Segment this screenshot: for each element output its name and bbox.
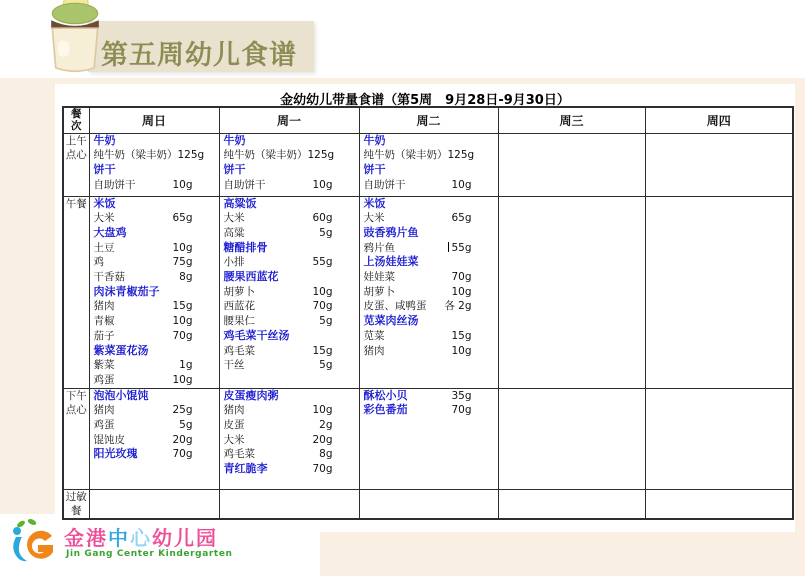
item-line: 茄子 70g: [93, 329, 193, 342]
menu-cell: [359, 133, 498, 196]
item-line: 自助饼干 10g: [93, 178, 193, 191]
item-line: 干丝 5g: [223, 359, 333, 372]
item-line: 鸡 75g: [93, 256, 193, 269]
item-line: 鸡蛋 5g: [93, 419, 193, 432]
item-line: 土豆 10g: [93, 241, 193, 254]
menu-cell: [219, 133, 359, 196]
menu-cell: [645, 196, 793, 388]
item-line: 胡萝卜 10g: [363, 285, 472, 298]
dish-line: 苋菜肉丝汤: [363, 314, 419, 328]
menu-cell: [219, 489, 359, 519]
item-line: 鸦片鱼 55g: [363, 241, 472, 254]
item-line: 大米 20g: [223, 433, 333, 446]
dish-line: 肉沫青椒茄子: [93, 284, 160, 298]
menu-cell: [219, 388, 359, 489]
row-label: 下午 点心: [63, 388, 89, 489]
day-header-5: 周四: [645, 107, 793, 133]
item-line: 腰果仁 5g: [223, 315, 333, 328]
dish-line: 牛奶: [223, 133, 246, 147]
dish-line: 紫菜蛋花汤: [93, 343, 149, 357]
dish-line: 阳光玫瑰 70g: [93, 447, 193, 461]
logo-english-name: Jin Gang Center Kindergarten: [66, 549, 233, 559]
day-header-1: 周日: [89, 107, 219, 133]
item-line: 皮蛋 2g: [223, 419, 333, 432]
item-line: 大米 65g: [363, 212, 472, 225]
item-line: 鸡毛菜 15g: [223, 344, 333, 357]
dish-line: 高粱饭: [223, 196, 257, 210]
dish-line: 米饭: [93, 196, 116, 210]
item-line: 猪肉 10g: [223, 404, 333, 417]
item-line: 西蓝花 70g: [223, 300, 333, 313]
dish-line: 豉香鸦片鱼: [363, 225, 419, 239]
logo-char: 园: [196, 526, 218, 550]
logo-char: 心: [130, 526, 152, 550]
menu-cell: [645, 388, 793, 489]
dish-line: 米饭: [363, 196, 386, 210]
dish-line: 牛奶: [93, 133, 116, 147]
logo-jg-icon: [8, 518, 58, 570]
menu-cell: [498, 489, 645, 519]
dish-line: 饼干: [93, 162, 116, 176]
menu-table: [62, 106, 794, 520]
item-line: 自助饼干 10g: [363, 178, 472, 191]
day-header-2: 周一: [219, 107, 359, 133]
item-line: 猪肉 15g: [93, 300, 193, 313]
item-line: 紫菜 1g: [93, 359, 193, 372]
item-line: 大米 60g: [223, 212, 333, 225]
logo-char: 港: [86, 526, 108, 550]
item-line: 馄饨皮 20g: [93, 433, 193, 446]
logo-char: 中: [108, 526, 130, 550]
item-line: 苋菜 15g: [363, 329, 472, 342]
menu-cell: [89, 489, 219, 519]
dish-line: 皮蛋瘦肉粥: [223, 388, 279, 402]
logo-char: 儿: [174, 526, 196, 550]
item-line: 猪肉 10g: [363, 344, 472, 357]
item-line: 自助饼干 10g: [223, 178, 333, 191]
item-line: 小排 55g: [223, 256, 333, 269]
menu-cell: [89, 133, 219, 196]
table-title: 金幼幼儿带量食谱（第5周 9月28日-9月30日）: [280, 93, 570, 108]
menu-cell: [645, 489, 793, 519]
kindergarten-logo: [6, 516, 306, 574]
item-line: 青椒 10g: [93, 315, 193, 328]
dish-line: 饼干: [223, 162, 246, 176]
menu-cell: [359, 196, 498, 388]
item-line: 大米 65g: [93, 212, 193, 225]
menu-cell: [498, 196, 645, 388]
item-line: 纯牛奶（梁丰奶） 125g: [363, 149, 475, 162]
item-line: 鸡蛋 10g: [93, 373, 193, 386]
row-label: 午餐: [63, 196, 89, 388]
day-header-3: 周二: [359, 107, 498, 133]
item-line: 娃娃菜 70g: [363, 271, 472, 284]
logo-char: 幼: [152, 526, 174, 550]
item-line: 胡萝卜 10g: [223, 285, 333, 298]
dish-line: 腰果西蓝花: [223, 270, 279, 284]
day-header-4: 周三: [498, 107, 645, 133]
text-cursor: [448, 242, 449, 252]
dish-line: 泡泡小馄饨: [93, 388, 149, 402]
menu-cell: [359, 388, 498, 489]
dish-line: 鸡毛菜干丝汤: [223, 328, 290, 342]
menu-cell: [359, 489, 498, 519]
dish-line: 饼干: [363, 162, 386, 176]
item-line: 高粱 5g: [223, 226, 333, 239]
dish-line: 青红脆李 70g: [223, 462, 333, 476]
dish-line: 糖醋排骨: [223, 240, 268, 254]
page-title: 第五周幼儿食谱: [101, 40, 297, 71]
item-line: 猪肉 25g: [93, 404, 193, 417]
item-line: 纯牛奶（梁丰奶） 125g: [223, 149, 335, 162]
menu-cell: [645, 133, 793, 196]
item-line: 皮蛋、咸鸭蛋 各 2g: [363, 300, 472, 313]
logo-chinese-name: [64, 522, 218, 551]
dish-line: 上汤娃娃菜: [363, 255, 419, 269]
dish-line: 牛奶: [363, 133, 386, 147]
dish-line: 彩色番茄 70g: [363, 403, 472, 417]
menu-cell: [89, 388, 219, 489]
meal-times-header: 餐 次: [63, 107, 89, 133]
item-line: 鸡毛菜 8g: [223, 448, 333, 461]
menu-cell: [89, 196, 219, 388]
menu-cell: [498, 388, 645, 489]
row-label: 上午 点心: [63, 133, 89, 196]
menu-cell: [498, 133, 645, 196]
item-line: 纯牛奶（梁丰奶） 125g: [93, 149, 205, 162]
row-label: 过敏 餐: [63, 489, 89, 519]
cupcake-icon: [41, 0, 109, 77]
logo-char: 金: [64, 526, 86, 550]
dish-line: 酥松小贝 35g: [363, 388, 472, 402]
item-line: 干香菇 8g: [93, 271, 193, 284]
menu-cell: [219, 196, 359, 388]
dish-line: 大盘鸡: [93, 225, 127, 239]
